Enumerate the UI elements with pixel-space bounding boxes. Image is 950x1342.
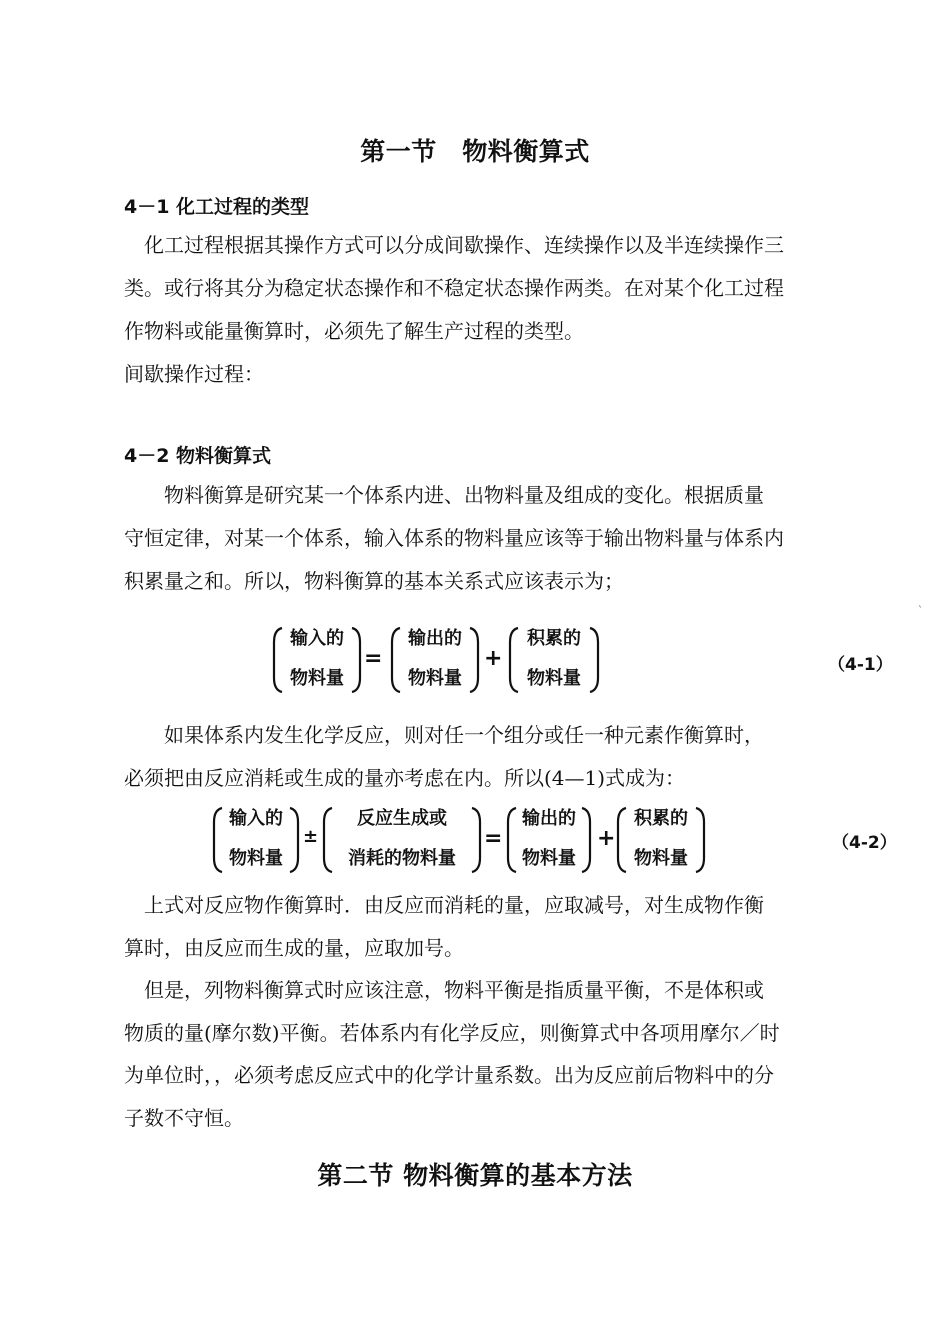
section-2-title: 第二节 物料衡算的基本方法 — [317, 1161, 633, 1190]
paragraph-line: 作物料或能量衡算时，必须先了解生产过程的类型。 — [124, 319, 584, 343]
term-bottom-label: 物料量 — [408, 668, 462, 689]
paragraph-line: 算时，由反应而生成的量，应取加号。 — [124, 936, 464, 960]
equation-4-2 — [0, 800, 950, 880]
term-bottom-label: 物料量 — [290, 668, 344, 689]
equation-term — [274, 620, 360, 700]
equation-term — [510, 620, 598, 700]
paragraph-line: 如果体系内发生化学反应，则对任一个组分或任一种元素作衡算时， — [124, 723, 764, 747]
paragraph-line: 物质的量(摩尔数)平衡。若体系内有化学反应，则衡算式中各项用摩尔／时 — [124, 1021, 780, 1045]
equation-4-1 — [0, 620, 950, 700]
paragraph-line: 子数不守恒。 — [124, 1106, 244, 1130]
equation-term — [214, 800, 298, 880]
term-top-label: 反应生成或 — [357, 808, 447, 829]
paragraph-line: 守恒定律，对某一个体系，输入体系的物料量应该等于输出物料量与体系内 — [124, 526, 784, 550]
paragraph-line: 但是，列物料衡算式时应该注意，物料平衡是指质量平衡，不是体积或 — [124, 978, 764, 1002]
paragraph-line: 物料衡算是研究某一个体系内进、出物料量及组成的变化。根据质量 — [124, 483, 764, 507]
subsection-4-2-heading: 4－2 物料衡算式 — [124, 445, 272, 467]
term-top-label: 输入的 — [229, 808, 283, 829]
term-top-label: 输出的 — [522, 808, 576, 829]
equals-sign: = — [364, 646, 383, 671]
term-bottom-label: 物料量 — [229, 848, 283, 869]
section-1-title: 第一节 物料衡算式 — [360, 137, 590, 166]
paragraph-line: 为单位时，，必须考虑反应式中的化学计量系数。出为反应前后物料中的分 — [124, 1063, 774, 1087]
term-bottom-label: 物料量 — [634, 848, 688, 869]
equation-term — [508, 800, 590, 880]
paragraph-line: 类。或行将其分为稳定状态操作和不稳定状态操作两类。在对某个化工过程 — [124, 276, 784, 300]
term-bottom-label: 消耗的物料量 — [348, 848, 456, 869]
term-top-label: 积累的 — [527, 628, 581, 649]
plus-sign: + — [597, 826, 616, 851]
term-top-label: 输入的 — [290, 628, 344, 649]
term-top-label: 积累的 — [634, 808, 688, 829]
plus-sign: + — [484, 646, 503, 671]
plus-minus-sign: ± — [303, 826, 319, 847]
subsection-4-1-heading: 4－1 化工过程的类型 — [124, 196, 310, 218]
scan-speck: ` — [918, 606, 923, 617]
paragraph-line: 上式对反应物作衡算时．由反应而消耗的量，应取减号，对生成物作衡 — [124, 893, 764, 917]
paragraph-line: 积累量之和。所以，物料衡算的基本关系式应该表示为； — [124, 569, 624, 593]
paragraph-line: 化工过程根据其操作方式可以分成间歇操作、连续操作以及半连续操作三 — [124, 233, 784, 257]
equation-term — [618, 800, 704, 880]
paragraph-line: 间歇操作过程： — [124, 362, 264, 386]
paragraph-line: 必须把由反应消耗或生成的量亦考虑在内。所以(4—1)式成为： — [124, 766, 686, 790]
equals-sign: = — [484, 826, 503, 851]
term-top-label: 输出的 — [408, 628, 462, 649]
equation-term — [392, 620, 478, 700]
equation-number: （4-2） — [832, 833, 897, 853]
term-bottom-label: 物料量 — [522, 848, 576, 869]
term-bottom-label: 物料量 — [527, 668, 581, 689]
equation-number: （4-1） — [828, 655, 893, 675]
equation-term — [324, 800, 480, 880]
